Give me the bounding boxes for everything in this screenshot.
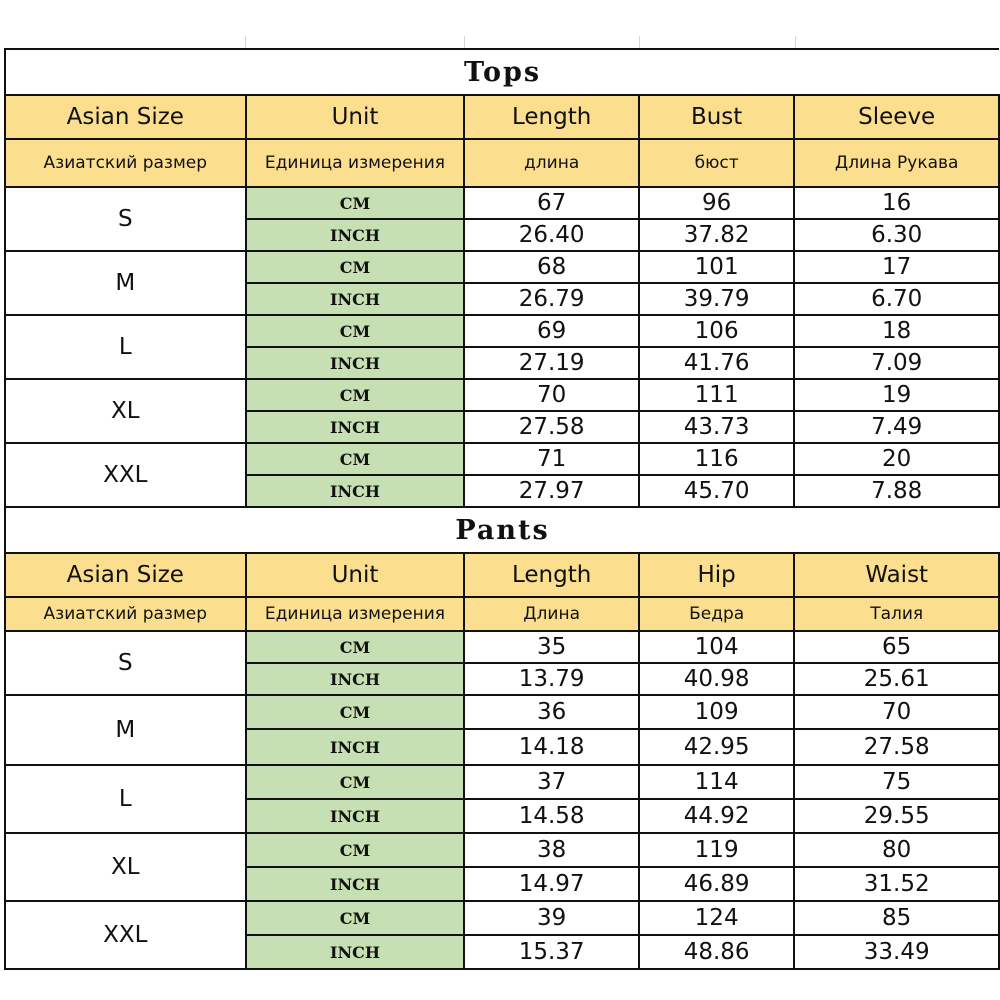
value-cell: 40.98 <box>639 663 795 695</box>
table-row <box>5 187 999 219</box>
unit-cm: CM <box>246 765 465 799</box>
value-cell: 13.79 <box>464 663 638 695</box>
gridline <box>464 36 465 48</box>
table-row <box>5 765 999 799</box>
value-cell: 111 <box>639 379 795 411</box>
size-label: L <box>5 765 246 833</box>
gridline <box>795 36 796 48</box>
pants-header-length: Length <box>464 553 638 597</box>
tops-header-sleeve-ru: Длина Рукава <box>794 139 999 187</box>
pants-header-row-ru <box>5 597 999 631</box>
value-cell: 19 <box>794 379 999 411</box>
tops-header-bust-ru: бюст <box>639 139 795 187</box>
value-cell: 36 <box>464 695 638 729</box>
size-label: S <box>5 187 246 251</box>
spreadsheet-column-gridlines <box>0 0 1000 48</box>
gridline <box>639 36 640 48</box>
value-cell: 71 <box>464 443 638 475</box>
value-cell: 69 <box>464 315 638 347</box>
value-cell: 33.49 <box>794 935 999 969</box>
value-cell: 20 <box>794 443 999 475</box>
pants-header-size: Asian Size <box>5 553 246 597</box>
unit-cm: CM <box>246 901 465 935</box>
value-cell: 26.79 <box>464 283 638 315</box>
unit-cm: CM <box>246 379 465 411</box>
unit-cm: CM <box>246 315 465 347</box>
value-cell: 35 <box>464 631 638 663</box>
value-cell: 27.97 <box>464 475 638 507</box>
value-cell: 27.58 <box>464 411 638 443</box>
pants-header-waist-ru: Талия <box>794 597 999 631</box>
unit-cm: CM <box>246 695 465 729</box>
size-label: XL <box>5 379 246 443</box>
tops-title: Tops <box>5 49 999 95</box>
size-label: L <box>5 315 246 379</box>
value-cell: 14.97 <box>464 867 638 901</box>
value-cell: 101 <box>639 251 795 283</box>
pants-title-row <box>5 507 999 553</box>
size-label: XXL <box>5 901 246 969</box>
table-row <box>5 251 999 283</box>
table-row <box>5 315 999 347</box>
unit-cm: CM <box>246 251 465 283</box>
table-row <box>5 901 999 935</box>
value-cell: 27.19 <box>464 347 638 379</box>
value-cell: 80 <box>794 833 999 867</box>
tops-header-length-ru: длина <box>464 139 638 187</box>
value-cell: 70 <box>794 695 999 729</box>
unit-inch: INCH <box>246 799 465 833</box>
value-cell: 18 <box>794 315 999 347</box>
table-row <box>5 833 999 867</box>
value-cell: 7.09 <box>794 347 999 379</box>
value-cell: 75 <box>794 765 999 799</box>
pants-title: Pants <box>5 507 999 553</box>
unit-cm: CM <box>246 631 465 663</box>
value-cell: 6.30 <box>794 219 999 251</box>
table-row <box>5 695 999 729</box>
value-cell: 119 <box>639 833 795 867</box>
tops-header-row-en <box>5 95 999 139</box>
value-cell: 104 <box>639 631 795 663</box>
size-label: XL <box>5 833 246 901</box>
value-cell: 67 <box>464 187 638 219</box>
unit-inch: INCH <box>246 663 465 695</box>
value-cell: 16 <box>794 187 999 219</box>
table-row <box>5 631 999 663</box>
value-cell: 70 <box>464 379 638 411</box>
table-row <box>5 379 999 411</box>
unit-cm: CM <box>246 833 465 867</box>
unit-inch: INCH <box>246 729 465 765</box>
value-cell: 42.95 <box>639 729 795 765</box>
value-cell: 25.61 <box>794 663 999 695</box>
value-cell: 46.89 <box>639 867 795 901</box>
pants-header-length-ru: Длина <box>464 597 638 631</box>
value-cell: 109 <box>639 695 795 729</box>
value-cell: 17 <box>794 251 999 283</box>
value-cell: 29.55 <box>794 799 999 833</box>
tops-header-size-ru: Азиатский размер <box>5 139 246 187</box>
unit-inch: INCH <box>246 935 465 969</box>
value-cell: 39.79 <box>639 283 795 315</box>
value-cell: 15.37 <box>464 935 638 969</box>
tops-header-row-ru <box>5 139 999 187</box>
pants-header-hip: Hip <box>639 553 795 597</box>
unit-inch: INCH <box>246 347 465 379</box>
value-cell: 85 <box>794 901 999 935</box>
value-cell: 116 <box>639 443 795 475</box>
value-cell: 41.76 <box>639 347 795 379</box>
value-cell: 124 <box>639 901 795 935</box>
tops-header-size: Asian Size <box>5 95 246 139</box>
value-cell: 38 <box>464 833 638 867</box>
value-cell: 65 <box>794 631 999 663</box>
value-cell: 48.86 <box>639 935 795 969</box>
value-cell: 27.58 <box>794 729 999 765</box>
tops-header-sleeve: Sleeve <box>794 95 999 139</box>
unit-inch: INCH <box>246 283 465 315</box>
value-cell: 14.18 <box>464 729 638 765</box>
pants-header-row-en <box>5 553 999 597</box>
size-chart-table <box>4 48 1000 970</box>
tops-title-row <box>5 49 999 95</box>
value-cell: 7.49 <box>794 411 999 443</box>
unit-inch: INCH <box>246 867 465 901</box>
gridline <box>245 36 246 48</box>
size-label: M <box>5 695 246 765</box>
value-cell: 37 <box>464 765 638 799</box>
unit-inch: INCH <box>246 411 465 443</box>
size-label: S <box>5 631 246 695</box>
value-cell: 26.40 <box>464 219 638 251</box>
value-cell: 106 <box>639 315 795 347</box>
size-label: M <box>5 251 246 315</box>
pants-header-hip-ru: Бедра <box>639 597 795 631</box>
tops-header-bust: Bust <box>639 95 795 139</box>
value-cell: 114 <box>639 765 795 799</box>
value-cell: 96 <box>639 187 795 219</box>
value-cell: 68 <box>464 251 638 283</box>
table-row <box>5 443 999 475</box>
size-label: XXL <box>5 443 246 507</box>
pants-header-size-ru: Азиатский размер <box>5 597 246 631</box>
pants-header-waist: Waist <box>794 553 999 597</box>
value-cell: 45.70 <box>639 475 795 507</box>
unit-cm: CM <box>246 443 465 475</box>
value-cell: 44.92 <box>639 799 795 833</box>
tops-header-length: Length <box>464 95 638 139</box>
value-cell: 6.70 <box>794 283 999 315</box>
value-cell: 39 <box>464 901 638 935</box>
unit-inch: INCH <box>246 475 465 507</box>
tops-header-unit-ru: Единица измерения <box>246 139 465 187</box>
pants-header-unit: Unit <box>246 553 465 597</box>
unit-cm: CM <box>246 187 465 219</box>
unit-inch: INCH <box>246 219 465 251</box>
value-cell: 37.82 <box>639 219 795 251</box>
value-cell: 31.52 <box>794 867 999 901</box>
tops-header-unit: Unit <box>246 95 465 139</box>
value-cell: 14.58 <box>464 799 638 833</box>
value-cell: 7.88 <box>794 475 999 507</box>
value-cell: 43.73 <box>639 411 795 443</box>
pants-header-unit-ru: Единица измерения <box>246 597 465 631</box>
